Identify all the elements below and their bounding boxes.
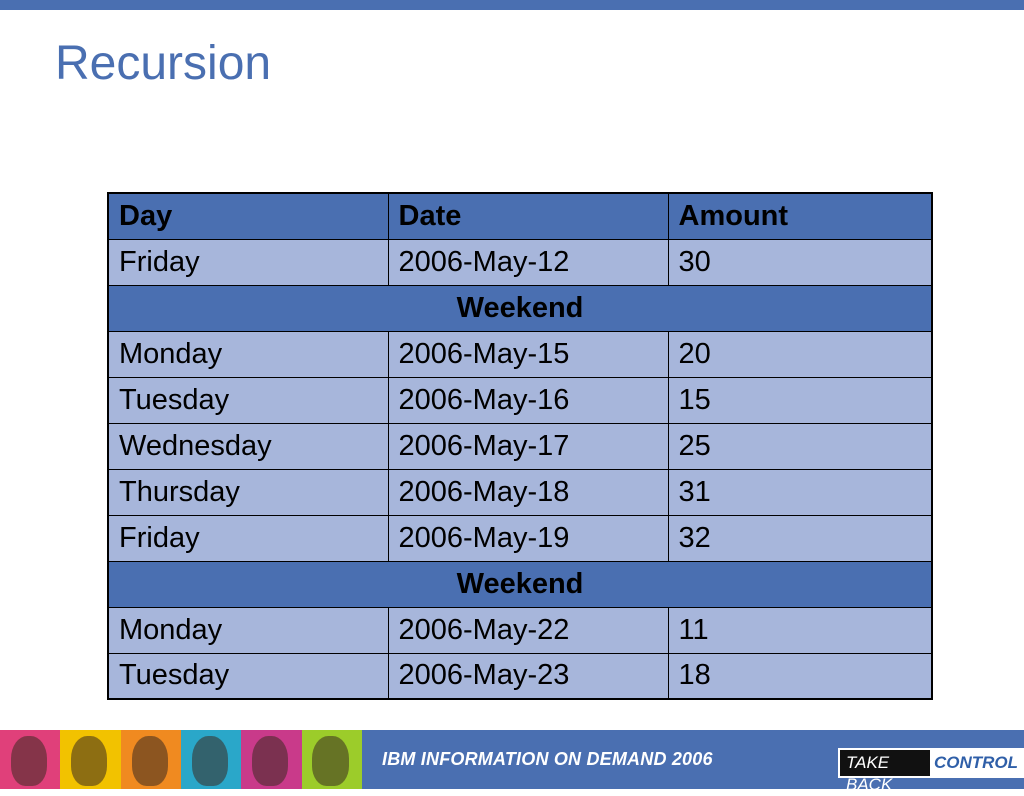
table-row [108, 423, 932, 469]
recursion-table [107, 192, 933, 700]
face-silhouette-icon [132, 736, 168, 786]
cell-amount: 25 [668, 423, 932, 469]
cell-date: 2006-May-12 [388, 239, 668, 285]
header-amount: Amount [668, 193, 932, 239]
cell-amount: 18 [668, 653, 932, 699]
cell-day: Monday [108, 607, 388, 653]
cell-day: Friday [108, 239, 388, 285]
person-photo [0, 730, 60, 789]
footer-banner [0, 730, 1024, 794]
cell-amount: 31 [668, 469, 932, 515]
face-silhouette-icon [252, 736, 288, 786]
table-row [108, 607, 932, 653]
cell-date: 2006-May-16 [388, 377, 668, 423]
table-body [108, 239, 932, 699]
slogan-right: CONTROL [930, 750, 1022, 776]
cell-date: 2006-May-23 [388, 653, 668, 699]
people-photo-strip [0, 730, 362, 789]
cell-day: Tuesday [108, 653, 388, 699]
group-label: Weekend [108, 285, 932, 331]
table-group-row [108, 561, 932, 607]
person-photo [121, 730, 181, 789]
face-silhouette-icon [192, 736, 228, 786]
header-day: Day [108, 193, 388, 239]
header-date: Date [388, 193, 668, 239]
person-photo [60, 730, 120, 789]
table-row [108, 331, 932, 377]
event-name: IBM INFORMATION ON DEMAND 2006 [382, 749, 713, 769]
cell-day: Thursday [108, 469, 388, 515]
table-row [108, 653, 932, 699]
cell-amount: 11 [668, 607, 932, 653]
group-label: Weekend [108, 561, 932, 607]
slide-title: Recursion [55, 37, 272, 90]
face-silhouette-icon [312, 736, 348, 786]
cell-date: 2006-May-17 [388, 423, 668, 469]
top-accent-bar [0, 0, 1024, 10]
person-photo [241, 730, 301, 789]
cell-date: 2006-May-18 [388, 469, 668, 515]
slogan-left: TAKE BACK [840, 750, 930, 776]
table-group-row [108, 285, 932, 331]
cell-amount: 30 [668, 239, 932, 285]
face-silhouette-icon [11, 736, 47, 786]
cell-amount: 15 [668, 377, 932, 423]
cell-day: Friday [108, 515, 388, 561]
face-silhouette-icon [71, 736, 107, 786]
cell-day: Monday [108, 331, 388, 377]
cell-day: Wednesday [108, 423, 388, 469]
cell-date: 2006-May-22 [388, 607, 668, 653]
cell-amount: 20 [668, 331, 932, 377]
table-row [108, 377, 932, 423]
cell-date: 2006-May-19 [388, 515, 668, 561]
person-photo [181, 730, 241, 789]
person-photo [302, 730, 362, 789]
table-header-row [108, 193, 932, 239]
table-row [108, 515, 932, 561]
table-row [108, 469, 932, 515]
table-row [108, 239, 932, 285]
cell-amount: 32 [668, 515, 932, 561]
cell-date: 2006-May-15 [388, 331, 668, 377]
take-back-control-logo [838, 748, 1024, 794]
cell-day: Tuesday [108, 377, 388, 423]
